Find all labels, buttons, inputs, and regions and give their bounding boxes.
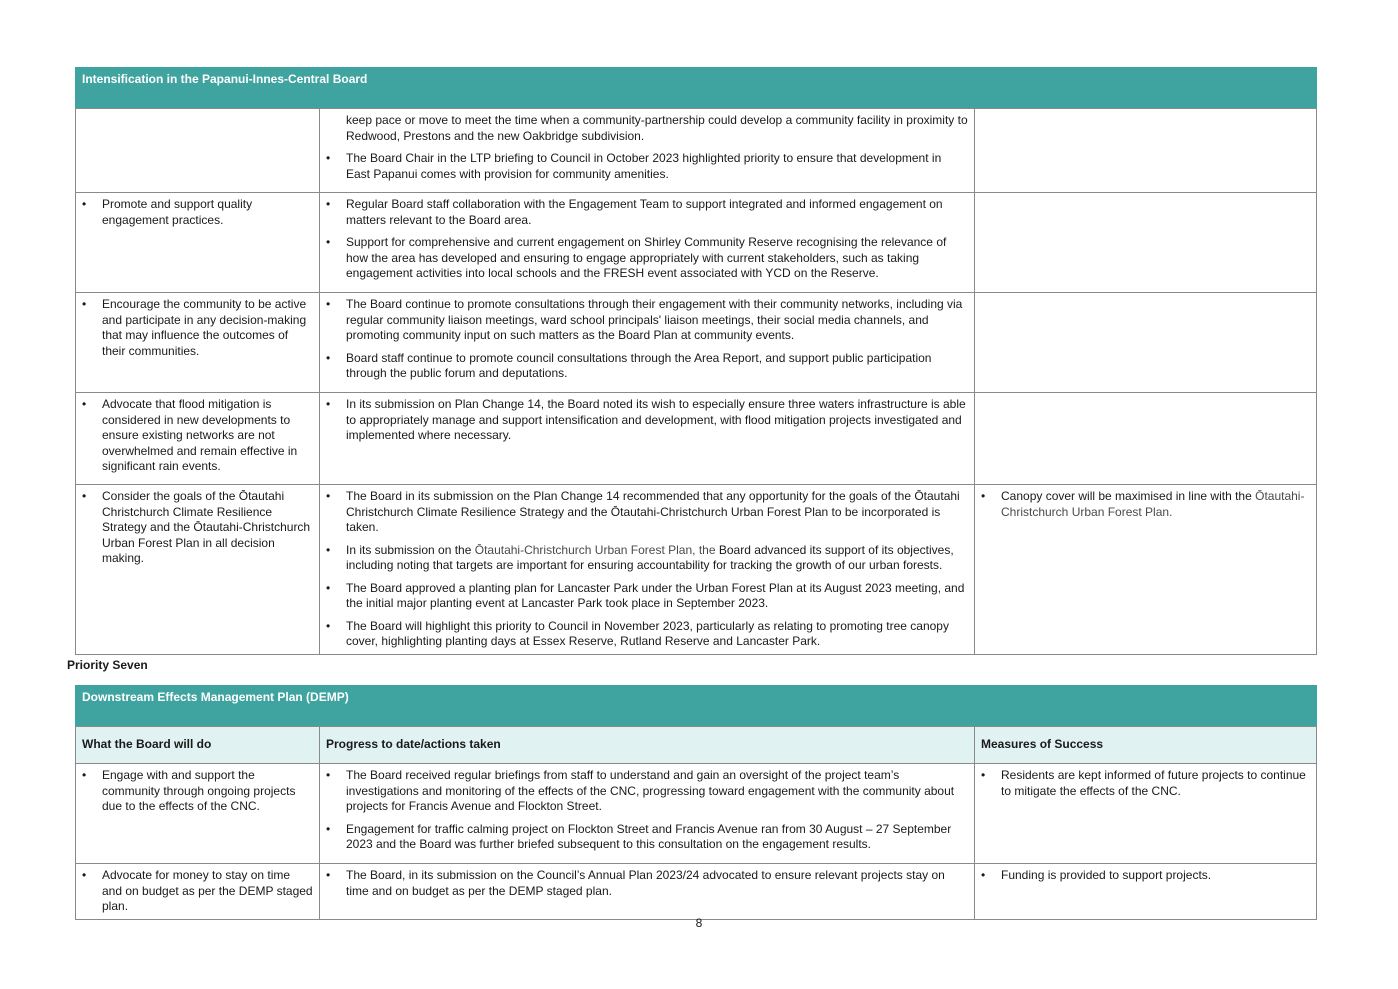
will-do-cell xyxy=(76,193,320,293)
demp-table xyxy=(75,685,1317,920)
column-header-progress: Progress to date/actions taken xyxy=(320,727,975,764)
progress-cell xyxy=(320,764,975,864)
list-item: • Consider the goals of the Ōtautahi Christchurch Climate Resilience Strategy and the Ōtautahi-Christchurch Urban Forest Plan in all decision making. xyxy=(76,489,313,567)
will-do-cell xyxy=(76,393,320,485)
list-item: • The Board will highlight this priority to Council in November 2023, particularly as relating to promoting tree canopy cover, highlighting planting days at Essex Reserve, Rutland Reserve and Lancaster Park. xyxy=(320,619,968,650)
will-do-cell xyxy=(76,293,320,393)
list-item: • Engagement for traffic calming project on Flockton Street and Francis Avenue ran from 30 August – 27 September 2023 and the Board was further briefed subsequent to this consultation on the engagement results. xyxy=(320,822,968,853)
list-item-text: In its submission on the xyxy=(346,542,475,557)
urban-forest-plan-link[interactable]: Ōtautahi-Christchurch Urban Forest Plan, the xyxy=(474,542,716,557)
list-item: • The Board approved a planting plan for Lancaster Park under the Urban Forest Plan at its August 2023 meeting, and the initial major planting event at Lancaster Park took place in September 2023. xyxy=(320,581,968,612)
progress-cell xyxy=(320,393,975,485)
progress-cell xyxy=(320,864,975,920)
list-item: • Residents are kept informed of future projects to continue to mitigate the effects of the CNC. xyxy=(975,768,1310,799)
list-item: • Advocate for money to stay on time and on budget as per the DEMP staged plan. xyxy=(76,868,313,915)
will-do-cell xyxy=(76,864,320,920)
table-row xyxy=(76,485,1317,655)
measures-cell xyxy=(975,485,1317,655)
will-do-cell xyxy=(76,109,320,193)
list-item: • Regular Board staff collaboration with the Engagement Team to support integrated and informed engagement on matters relevant to the Board area. xyxy=(320,197,968,228)
urban-forest-plan-link[interactable]: Ōtautahi-Christchurch Urban Forest Plan. xyxy=(1001,489,1305,519)
list-item-text: Canopy cover will be maximised in line with the xyxy=(1001,489,1256,503)
progress-cell xyxy=(320,193,975,293)
section-heading: Priority Seven xyxy=(67,658,148,672)
progress-cell xyxy=(320,293,975,393)
demp-table-title: Downstream Effects Management Plan (DEMP) xyxy=(76,686,1317,727)
intensification-table xyxy=(75,67,1317,655)
list-item: • The Board Chair in the LTP briefing to Council in October 2023 highlighted priority to ensure that development in East Papanui comes with provision for community amenities. xyxy=(320,151,968,182)
table-row xyxy=(76,193,1317,293)
list-item: • Board staff continue to promote council consultations through the Area Report, and support public participation through the public forum and deputations. xyxy=(320,351,968,382)
list-item: • Support for comprehensive and current engagement on Shirley Community Reserve recognising the relevance of how the area has developed and ensuring to engage appropriately with current stakeholders, such as taking engagement activities into local schools and the FRESH event associated with YCD on the Reserve. xyxy=(320,235,968,282)
table-row xyxy=(76,864,1317,920)
list-item: • The Board continue to promote consultations through their engagement with their community networks, including via regular community liaison meetings, ward school principals' liaison meetings, their social media channels, and promoting community input on such matters as the Board Plan at community events. xyxy=(320,297,968,344)
measures-cell xyxy=(975,864,1317,920)
will-do-cell xyxy=(76,485,320,655)
column-header-will-do: What the Board will do xyxy=(76,727,320,764)
intensification-table-title: Intensification in the Papanui-Innes-Central Board xyxy=(76,68,1317,109)
list-item: • Funding is provided to support projects. xyxy=(975,868,1310,884)
list-item: • Encourage the community to be active and participate in any decision-making that may influence the outcomes of their communities. xyxy=(76,297,313,359)
list-item: • Advocate that flood mitigation is considered in new developments to ensure existing networks are not overwhelmed and remain effective in significant rain events. xyxy=(76,397,313,475)
list-item: • In its submission on Plan Change 14, the Board noted its wish to especially ensure three waters infrastructure is able to appropriately manage and support intensification and development, with flood mitigation projects investigated and implemented where necessary. xyxy=(320,397,968,444)
measures-cell xyxy=(975,293,1317,393)
table-row xyxy=(76,109,1317,193)
list-item: • The Board, in its submission on the Council’s Annual Plan 2023/24 advocated to ensure relevant projects stay on time and on budget as per the DEMP staged plan. xyxy=(320,868,968,899)
measures-cell xyxy=(975,109,1317,193)
table-row xyxy=(76,393,1317,485)
measures-cell xyxy=(975,193,1317,293)
page-number: 8 xyxy=(695,916,703,930)
header-row xyxy=(76,727,1317,764)
measures-cell xyxy=(975,393,1317,485)
list-item: • The Board received regular briefings from staff to understand and gain an oversight of the project team’s investigations and monitoring of the effects of the CNC, progressing toward engagement with the community about projects for Francis Avenue and Flockton Street. xyxy=(320,768,968,815)
table-row xyxy=(76,764,1317,864)
list-item: • The Board in its submission on the Plan Change 14 recommended that any opportunity for the goals of the Ōtautahi Christchurch Climate Resilience Strategy and the Ōtautahi-Christchurch Urban Forest Plan to be incorporated is taken. xyxy=(320,489,968,536)
table-row xyxy=(76,293,1317,393)
measures-cell xyxy=(975,764,1317,864)
progress-cell xyxy=(320,485,975,655)
column-header-measures: Measures of Success xyxy=(975,727,1317,764)
list-item xyxy=(320,543,968,574)
list-item-text: Board advanced its support of its objectives, including noting that targets are important for ensuring accountability for tracking the growth of our urban forests. xyxy=(346,542,954,572)
list-item: • Promote and support quality engagement practices. xyxy=(76,197,313,228)
will-do-cell xyxy=(76,764,320,864)
list-item: • Engage with and support the community through ongoing projects due to the effects of the CNC. xyxy=(76,768,313,815)
list-item xyxy=(975,489,1310,520)
progress-cell xyxy=(320,109,975,193)
list-item: keep pace or move to meet the time when a community-partnership could develop a community facility in proximity to Redwood, Prestons and the new Oakbridge subdivision. xyxy=(346,113,968,143)
